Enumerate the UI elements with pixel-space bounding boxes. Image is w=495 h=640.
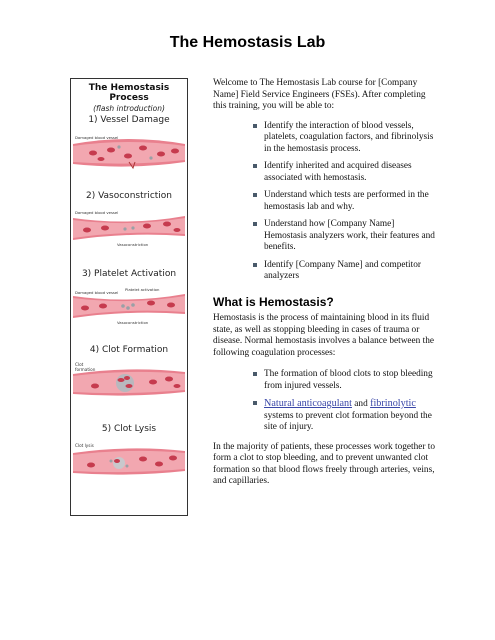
illustration-label: Clot [75,362,84,367]
intro-paragraph: Welcome to The Hemostasis Lab course for [Company Name] Field Service Engineers (FSEs). After completing this training, you will be able to: [213,78,426,111]
platelet-activation-illustration [73,284,185,326]
stage-label: 1) Vessel Damage [88,115,170,125]
sidebar-subtitle: (flash introduction) [93,104,165,113]
illustration-label: Damaged blood vessel [75,290,119,295]
illustration-label: Vasoconstriction [117,320,149,325]
definition-paragraph: Hemostasis is the process of maintaining blood in its fluid state, as well as stopping bleeding in cases of trauma or disease. Normal hemostasis involves a balance between the following coagulation processes: [213,313,434,358]
sidebar-header [71,83,187,113]
objectives-list [213,121,439,283]
list-item-text: systems to prevent clot formation beyond the site of injury. [264,410,432,432]
list-item-text: and [351,399,371,409]
hemostasis-process-sidebar [70,78,188,516]
section-heading: What is Hemostasis? [213,294,334,309]
page-title: The Hemostasis Lab [169,34,326,51]
clot-lysis-illustration [73,439,185,481]
list-item: Identify [Company Name] and competitor analyzers [253,260,439,283]
stage-label: 2) Vasoconstriction [85,191,173,201]
list-item: Understand how [Company Name] Hemostasis analyzers work, their features and benefits. [253,219,439,254]
fibrinolytic-link[interactable]: fibrinolytic [370,398,416,409]
coagulation-processes-list [213,369,439,434]
illustration-label: Damaged blood vessel [75,135,119,140]
illustration-label: Platelet activation [125,287,160,292]
stage-vessel-damage[interactable] [71,115,187,172]
stage-clot-formation[interactable] [71,345,187,402]
list-item: The formation of blood clots to stop bleeding from injured vessels. [253,369,439,392]
stage-label: 3) Platelet Activation [81,269,177,279]
illustration-label: Clot lysis [75,443,94,448]
stage-label: 4) Clot Formation [89,345,169,355]
closing-paragraph: In the majority of patients, these processes work together to form a clot to stop bleeding, and to prevent unwanted clot formation so that blood flows freely through arteries, veins, and capillaries. [213,441,436,486]
main-content [213,78,439,488]
natural-anticoagulant-link[interactable]: Natural anticoagulant [264,398,352,409]
illustration-label: Vasoconstriction [117,242,149,247]
list-item: Identify inherited and acquired diseases associated with hemostasis. [253,161,439,184]
list-item [253,398,439,434]
sidebar-title: The Hemostasis Process [88,83,170,103]
stage-label: 5) Clot Lysis [101,424,157,434]
vasoconstriction-illustration [73,206,185,248]
stage-vasoconstriction[interactable] [71,191,187,248]
illustration-label: formation [75,367,96,372]
list-item: Understand which tests are performed in the hemostasis lab and why. [253,190,439,213]
stage-clot-lysis[interactable] [71,424,187,481]
vessel-damage-illustration [73,130,185,172]
list-item: Identify the interaction of blood vessels, platelets, coagulation factors, and fibrinolysis in the hemostasis process. [253,121,439,156]
clot-formation-illustration [73,360,185,402]
illustration-label: Damaged blood vessel [75,210,119,215]
stage-platelet-activation[interactable] [71,269,187,326]
